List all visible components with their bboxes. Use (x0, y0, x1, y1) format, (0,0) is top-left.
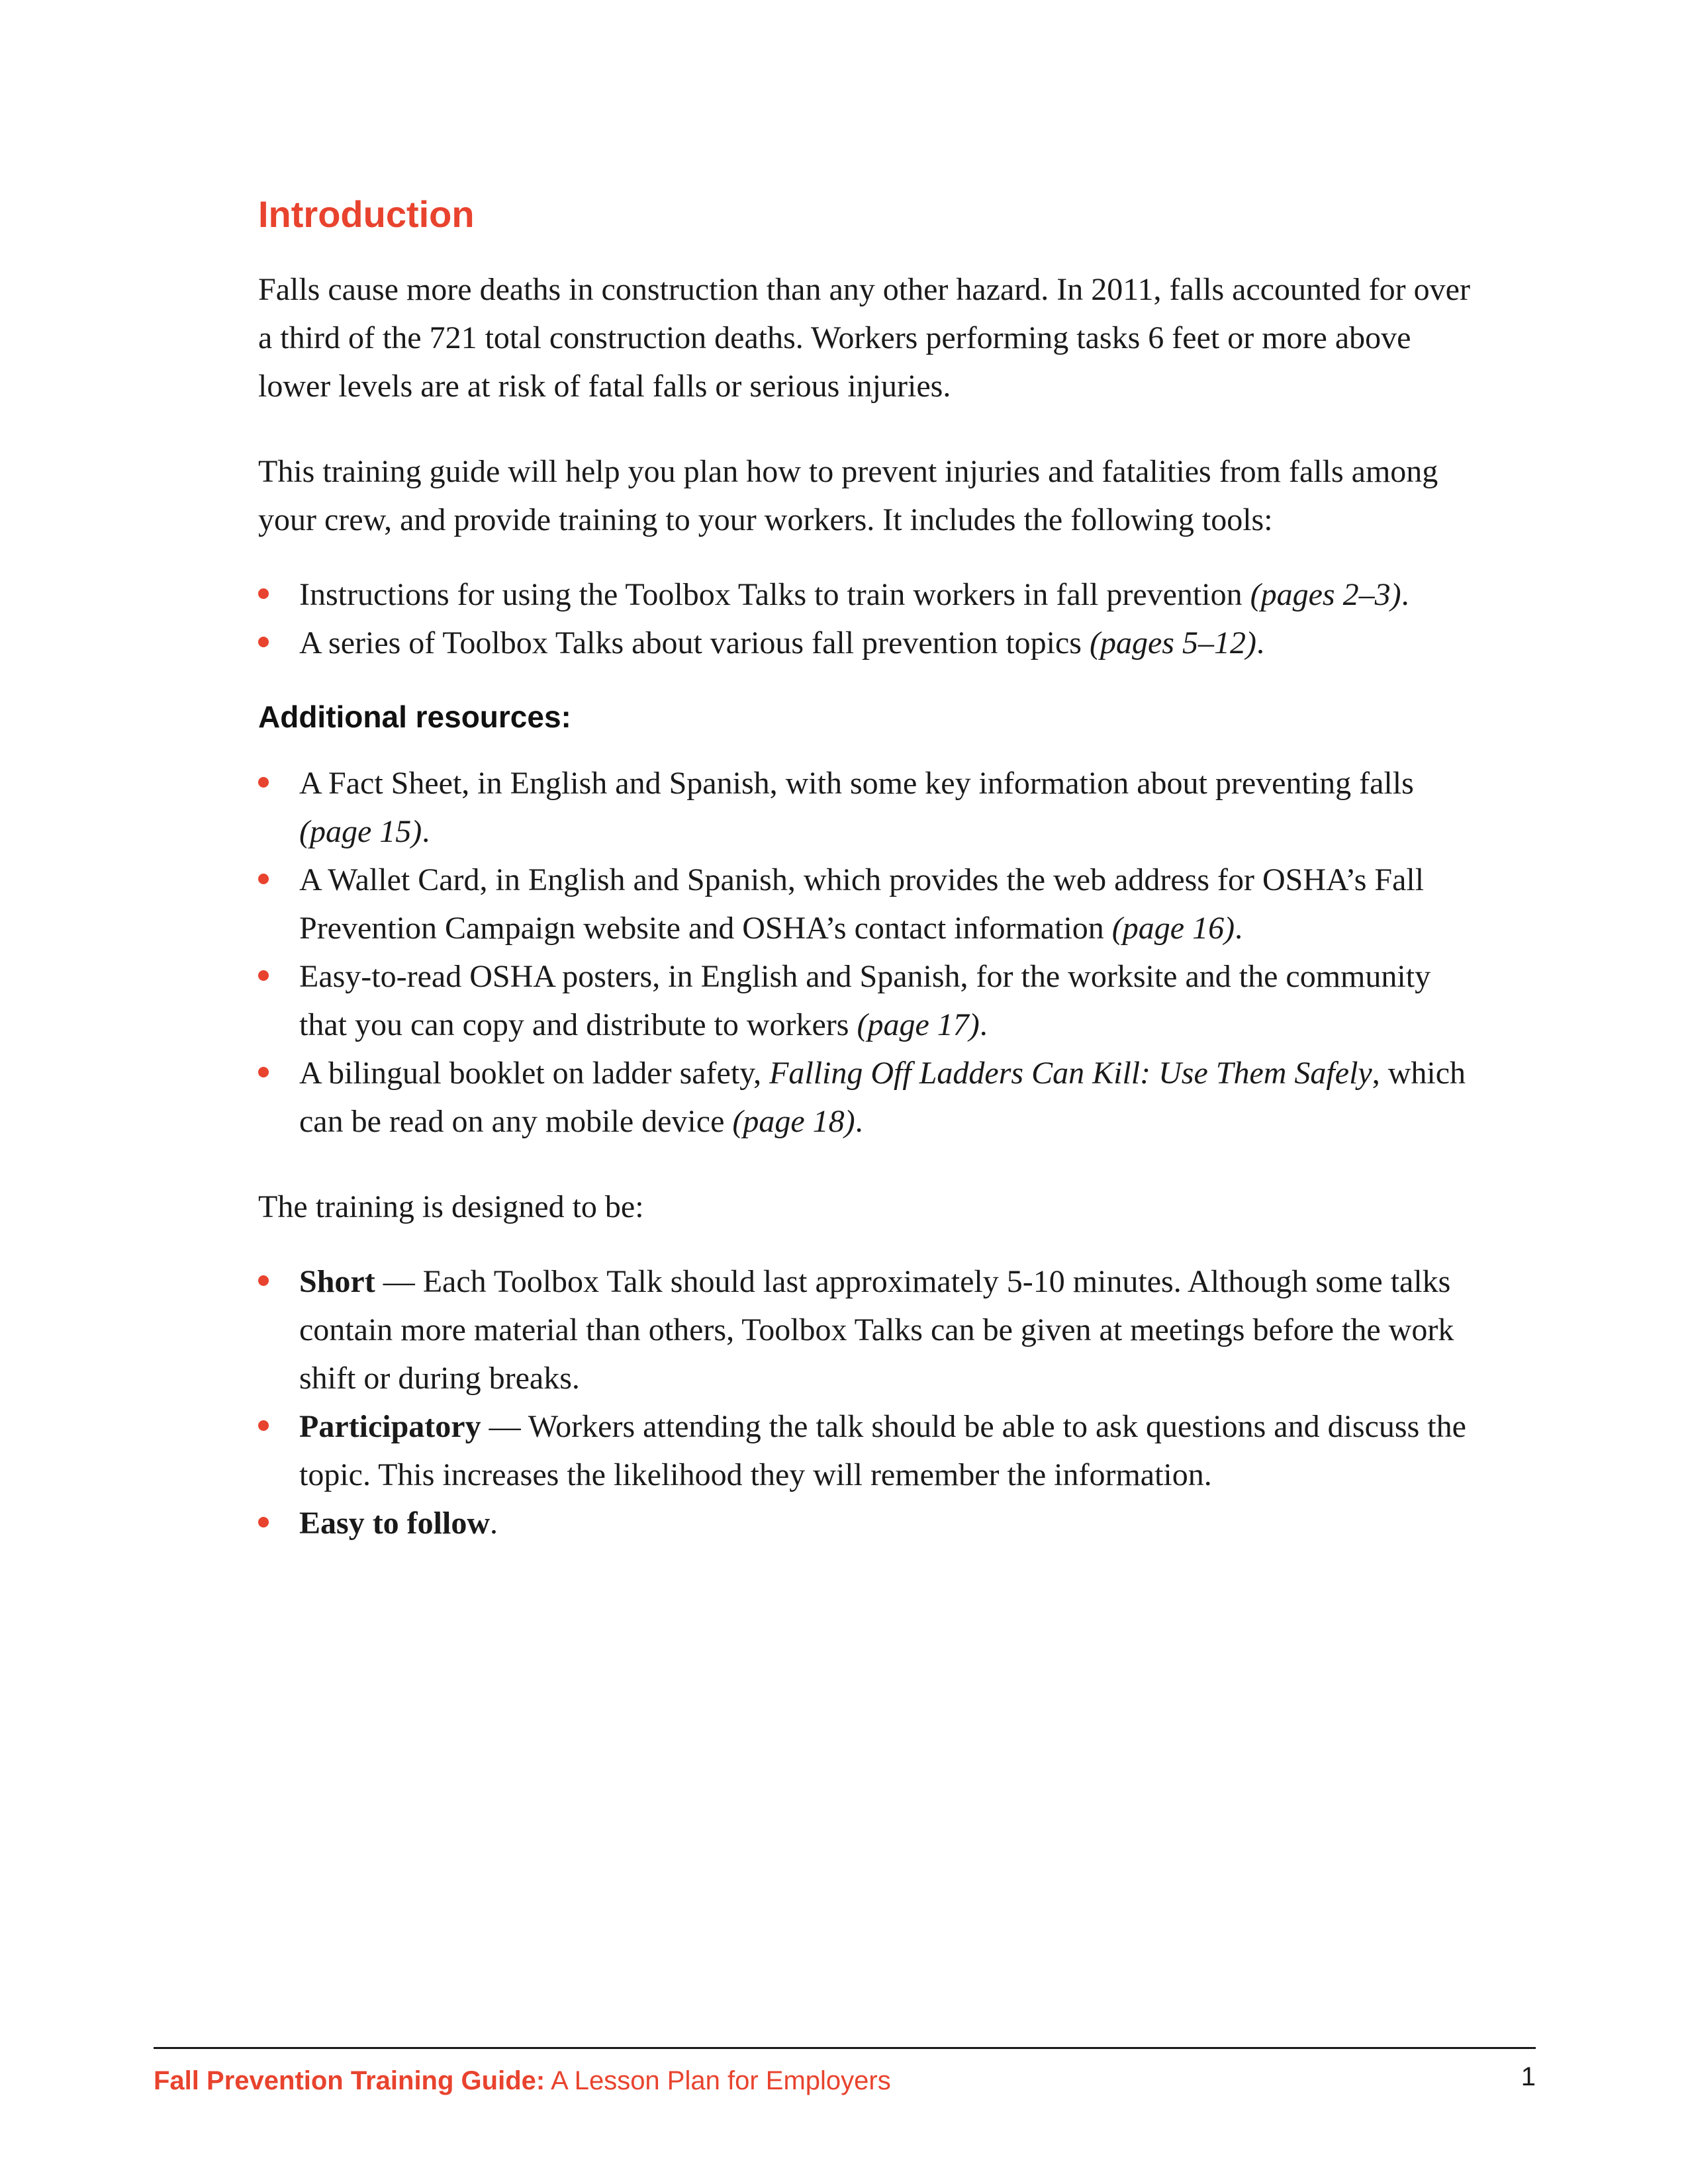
list-item: A series of Toolbox Talks about various fall prevention topics (pages 5–12). (258, 619, 1483, 667)
list-item: A bilingual booklet on ladder safety, Falling Off Ladders Can Kill: Use Them Safely, which can be read on any mobile device (page 18). (258, 1049, 1483, 1146)
list-item: A Fact Sheet, in English and Spanish, with some key information about preventing falls (page 15). (258, 759, 1483, 856)
list-item: Instructions for using the Toolbox Talks to train workers in fall prevention (pages 2–3). (258, 570, 1483, 619)
footer-title: Fall Prevention Training Guide: A Lesson Plan for Employers (154, 2066, 891, 2095)
list-item: A Wallet Card, in English and Spanish, which provides the web address for OSHA’s Fall Prevention Campaign website and OSHA’s contact information (page 16). (258, 856, 1483, 952)
page-content (258, 192, 1483, 1547)
bullet-icon (258, 637, 269, 647)
bullet-icon (258, 874, 269, 884)
resources-list (258, 759, 1483, 1146)
bullet-icon (258, 1420, 269, 1431)
bullet-icon (258, 1275, 269, 1286)
bullet-icon (258, 1517, 269, 1527)
list-item: Easy-to-read OSHA posters, in English and Spanish, for the worksite and the community that you can copy and distribute to workers (page 17). (258, 952, 1483, 1049)
bullet-icon (258, 1067, 269, 1077)
additional-resources-heading: Additional resources: (258, 700, 571, 735)
list-item: Short — Each Toolbox Talk should last approximately 5-10 minutes. Although some talks contain more material than others, Toolbox Talks can be given at meetings before the work shift or during breaks. (258, 1257, 1483, 1402)
page-number: 1 (1521, 2062, 1536, 2091)
intro-paragraph-1: Falls cause more deaths in construction than any other hazard. In 2011, falls accounted for over a third of the 721 total construction deaths. Workers performing tasks 6 feet or more above lower levels are at risk of fatal falls or serious injuries. (258, 272, 1470, 404)
page-title: Introduction (258, 193, 475, 235)
design-term: Easy to follow (299, 1506, 490, 1541)
design-intro: The training is designed to be: (258, 1189, 644, 1225)
bullet-icon (258, 588, 269, 599)
list-item: Participatory — Workers attending the talk should be able to ask questions and discuss the topic. This increases the likelihood they will remember the information. (258, 1402, 1483, 1499)
bullet-icon (258, 970, 269, 981)
tools-list (258, 570, 1483, 667)
design-list (258, 1257, 1483, 1547)
intro-paragraph-2: This training guide will help you plan how to prevent injuries and fatalities from falls among your crew, and provide training to your workers. It includes the following tools: (258, 454, 1438, 538)
list-item: Easy to follow. (258, 1499, 1483, 1547)
design-term: Participatory (299, 1409, 481, 1445)
design-term: Short (299, 1264, 375, 1300)
booklet-title: Falling Off Ladders Can Kill: Use Them Safely (769, 1056, 1372, 1091)
bullet-icon (258, 777, 269, 788)
footer-divider (154, 2047, 1536, 2049)
